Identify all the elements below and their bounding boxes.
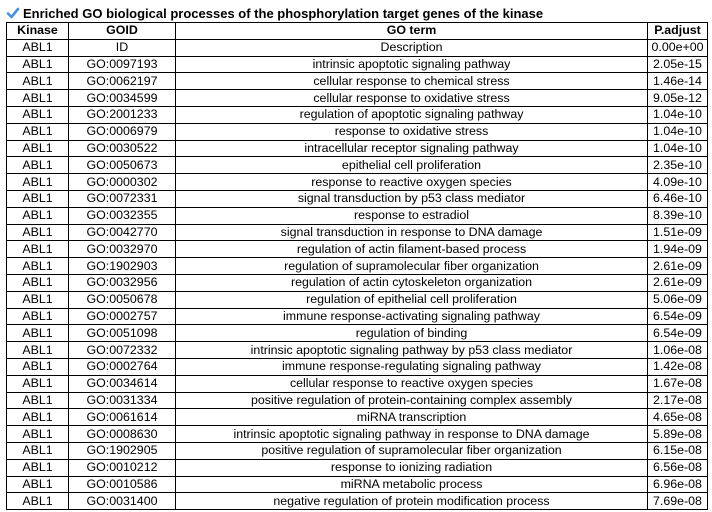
go-term-cell: immune response-activating signaling pathway	[176, 308, 648, 325]
kinase-cell: ABL1	[7, 39, 69, 56]
p-adjust-cell: 6.56e-08	[648, 459, 708, 476]
go-term-cell: regulation of actin cytoskeleton organization	[176, 274, 648, 291]
table-row	[7, 325, 708, 342]
table-row	[7, 90, 708, 107]
p-adjust-cell: 6.46e-10	[648, 190, 708, 207]
table-row	[7, 39, 708, 56]
table-row	[7, 459, 708, 476]
kinase-cell: ABL1	[7, 56, 69, 73]
table-row	[7, 426, 708, 443]
p-adjust-cell: 6.54e-09	[648, 325, 708, 342]
kinase-cell: ABL1	[7, 123, 69, 140]
p-adjust-cell: 1.51e-09	[648, 224, 708, 241]
goid-cell: GO:0051098	[69, 325, 176, 342]
kinase-cell: ABL1	[7, 90, 69, 107]
goid-cell: ID	[69, 39, 176, 56]
p-adjust-cell: 1.04e-10	[648, 106, 708, 123]
kinase-cell: ABL1	[7, 157, 69, 174]
goid-cell: GO:0034599	[69, 90, 176, 107]
kinase-cell: ABL1	[7, 258, 69, 275]
go-term-cell: intrinsic apoptotic signaling pathway in response to DNA damage	[176, 426, 648, 443]
table-row	[7, 375, 708, 392]
column-header-p-adjust: P.adjust	[648, 23, 708, 40]
kinase-cell: ABL1	[7, 325, 69, 342]
p-adjust-cell: 1.06e-08	[648, 342, 708, 359]
p-adjust-cell: 2.35e-10	[648, 157, 708, 174]
goid-cell: GO:1902903	[69, 258, 176, 275]
go-term-cell: Description	[176, 39, 648, 56]
goid-cell: GO:0061614	[69, 409, 176, 426]
goid-cell: GO:0032355	[69, 207, 176, 224]
go-term-cell: intracellular receptor signaling pathway	[176, 140, 648, 157]
go-term-cell: intrinsic apoptotic signaling pathway	[176, 56, 648, 73]
p-adjust-cell: 4.09e-10	[648, 174, 708, 191]
goid-cell: GO:0050678	[69, 291, 176, 308]
table-row	[7, 140, 708, 157]
goid-cell: GO:0002757	[69, 308, 176, 325]
p-adjust-cell: 1.46e-14	[648, 73, 708, 90]
go-term-cell: signal transduction by p53 class mediator	[176, 190, 648, 207]
p-adjust-cell: 4.65e-08	[648, 409, 708, 426]
kinase-cell: ABL1	[7, 493, 69, 510]
go-term-cell: epithelial cell proliferation	[176, 157, 648, 174]
goid-cell: GO:0006979	[69, 123, 176, 140]
kinase-cell: ABL1	[7, 241, 69, 258]
kinase-cell: ABL1	[7, 207, 69, 224]
table-row	[7, 392, 708, 409]
kinase-cell: ABL1	[7, 375, 69, 392]
p-adjust-cell: 9.05e-12	[648, 90, 708, 107]
table-row	[7, 207, 708, 224]
go-term-cell: regulation of actin filament-based process	[176, 241, 648, 258]
table-row	[7, 73, 708, 90]
kinase-cell: ABL1	[7, 190, 69, 207]
column-header-go-term: GO term	[176, 23, 648, 40]
kinase-cell: ABL1	[7, 409, 69, 426]
table-row	[7, 476, 708, 493]
p-adjust-cell: 0.00e+00	[648, 39, 708, 56]
p-adjust-cell: 1.42e-08	[648, 358, 708, 375]
goid-cell: GO:2001233	[69, 106, 176, 123]
kinase-cell: ABL1	[7, 442, 69, 459]
table-row	[7, 56, 708, 73]
column-header-kinase: Kinase	[7, 23, 69, 40]
go-term-cell: immune response-regulating signaling pathway	[176, 358, 648, 375]
p-adjust-cell: 5.89e-08	[648, 426, 708, 443]
go-term-cell: response to reactive oxygen species	[176, 174, 648, 191]
table-title: Enriched GO biological processes of the phosphorylation target genes of the kinase	[23, 5, 544, 21]
goid-cell: GO:0072331	[69, 190, 176, 207]
table-row	[7, 358, 708, 375]
go-term-cell: cellular response to oxidative stress	[176, 90, 648, 107]
goid-cell: GO:0031400	[69, 493, 176, 510]
goid-cell: GO:1902905	[69, 442, 176, 459]
table-row	[7, 308, 708, 325]
goid-cell: GO:0000302	[69, 174, 176, 191]
kinase-cell: ABL1	[7, 174, 69, 191]
p-adjust-cell: 5.06e-09	[648, 291, 708, 308]
go-enrichment-table	[6, 22, 708, 510]
kinase-cell: ABL1	[7, 342, 69, 359]
go-term-cell: regulation of supramolecular fiber organization	[176, 258, 648, 275]
p-adjust-cell: 2.61e-09	[648, 258, 708, 275]
kinase-cell: ABL1	[7, 459, 69, 476]
kinase-cell: ABL1	[7, 392, 69, 409]
kinase-cell: ABL1	[7, 308, 69, 325]
table-row	[7, 224, 708, 241]
goid-cell: GO:0002764	[69, 358, 176, 375]
goid-cell: GO:0032956	[69, 274, 176, 291]
go-term-cell: miRNA transcription	[176, 409, 648, 426]
goid-cell: GO:0034614	[69, 375, 176, 392]
kinase-cell: ABL1	[7, 426, 69, 443]
p-adjust-cell: 1.04e-10	[648, 140, 708, 157]
p-adjust-cell: 2.17e-08	[648, 392, 708, 409]
p-adjust-cell: 1.67e-08	[648, 375, 708, 392]
table-body	[7, 39, 708, 509]
go-term-cell: positive regulation of protein-containing complex assembly	[176, 392, 648, 409]
table-row	[7, 291, 708, 308]
goid-cell: GO:0042770	[69, 224, 176, 241]
table-row	[7, 258, 708, 275]
go-term-cell: cellular response to reactive oxygen species	[176, 375, 648, 392]
go-term-cell: regulation of epithelial cell proliferation	[176, 291, 648, 308]
table-row	[7, 274, 708, 291]
table-row	[7, 493, 708, 510]
table-row	[7, 190, 708, 207]
table-row	[7, 174, 708, 191]
p-adjust-cell: 1.04e-10	[648, 123, 708, 140]
kinase-cell: ABL1	[7, 291, 69, 308]
p-adjust-cell: 8.39e-10	[648, 207, 708, 224]
p-adjust-cell: 6.54e-09	[648, 308, 708, 325]
kinase-cell: ABL1	[7, 476, 69, 493]
goid-cell: GO:0008630	[69, 426, 176, 443]
go-term-cell: miRNA metabolic process	[176, 476, 648, 493]
table-row	[7, 106, 708, 123]
p-adjust-cell: 6.96e-08	[648, 476, 708, 493]
goid-cell: GO:0050673	[69, 157, 176, 174]
table-row	[7, 123, 708, 140]
goid-cell: GO:0097193	[69, 56, 176, 73]
table-row	[7, 241, 708, 258]
goid-cell: GO:0010586	[69, 476, 176, 493]
goid-cell: GO:0062197	[69, 73, 176, 90]
p-adjust-cell: 6.15e-08	[648, 442, 708, 459]
p-adjust-cell: 2.05e-15	[648, 56, 708, 73]
table-row	[7, 442, 708, 459]
go-term-cell: regulation of apoptotic signaling pathway	[176, 106, 648, 123]
kinase-cell: ABL1	[7, 358, 69, 375]
go-term-cell: response to oxidative stress	[176, 123, 648, 140]
goid-cell: GO:0032970	[69, 241, 176, 258]
goid-cell: GO:0030522	[69, 140, 176, 157]
go-term-cell: response to estradiol	[176, 207, 648, 224]
table-caption	[6, 4, 543, 22]
check-icon	[6, 6, 20, 20]
go-term-cell: response to ionizing radiation	[176, 459, 648, 476]
table-row	[7, 342, 708, 359]
go-term-cell: intrinsic apoptotic signaling pathway by p53 class mediator	[176, 342, 648, 359]
go-term-cell: negative regulation of protein modification process	[176, 493, 648, 510]
p-adjust-cell: 7.69e-08	[648, 493, 708, 510]
go-term-cell: regulation of binding	[176, 325, 648, 342]
table-row	[7, 409, 708, 426]
goid-cell: GO:0010212	[69, 459, 176, 476]
kinase-cell: ABL1	[7, 224, 69, 241]
kinase-cell: ABL1	[7, 73, 69, 90]
go-term-cell: cellular response to chemical stress	[176, 73, 648, 90]
p-adjust-cell: 2.61e-09	[648, 274, 708, 291]
kinase-cell: ABL1	[7, 274, 69, 291]
kinase-cell: ABL1	[7, 140, 69, 157]
go-term-cell: positive regulation of supramolecular fiber organization	[176, 442, 648, 459]
table-row	[7, 157, 708, 174]
go-term-cell: signal transduction in response to DNA damage	[176, 224, 648, 241]
kinase-cell: ABL1	[7, 106, 69, 123]
column-header-goid: GOID	[69, 23, 176, 40]
header-row	[7, 23, 708, 40]
goid-cell: GO:0072332	[69, 342, 176, 359]
goid-cell: GO:0031334	[69, 392, 176, 409]
p-adjust-cell: 1.94e-09	[648, 241, 708, 258]
